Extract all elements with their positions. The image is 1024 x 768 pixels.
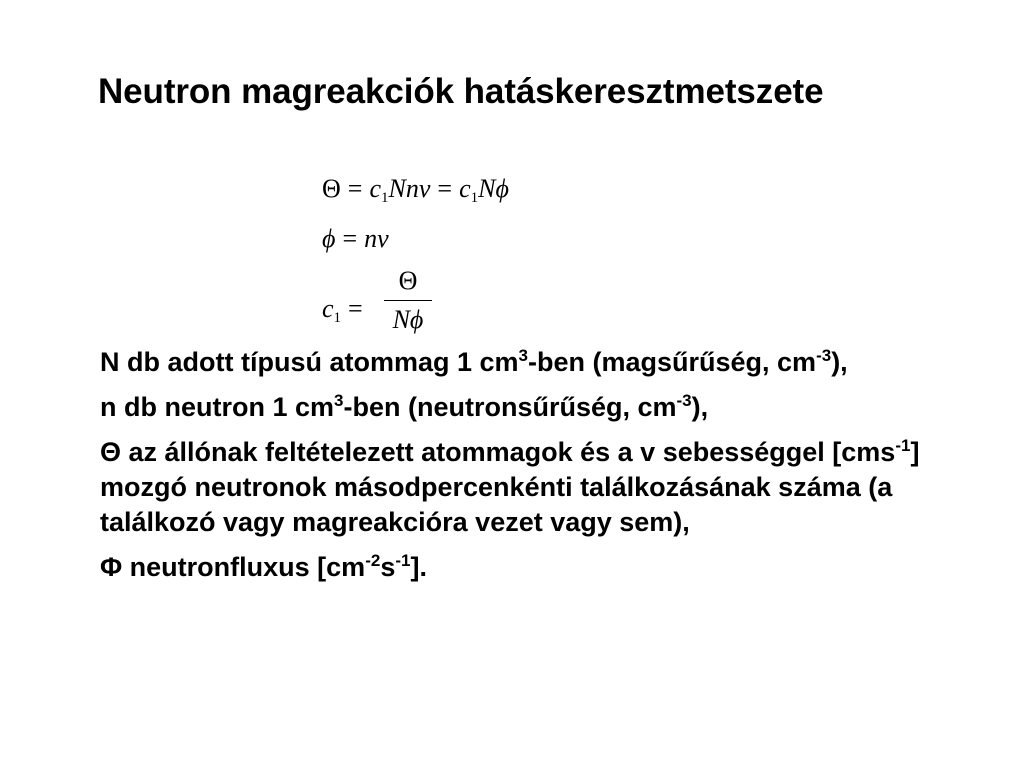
equals-sign: = (348, 294, 363, 323)
equals-sign: = (437, 174, 453, 203)
nphi-term: Nϕ (478, 174, 509, 203)
definition-nucleus-density (100, 345, 980, 380)
c-variable: c (322, 294, 334, 323)
slide-title: Neutron magreakciók hatáskeresztmetszete (98, 72, 824, 111)
formula-c1-fraction (384, 268, 432, 333)
c-subscript: 1 (470, 190, 479, 206)
theta-symbol: Θ (322, 174, 341, 203)
nv-term: nv (364, 224, 389, 253)
fraction-denominator: Nϕ (392, 305, 424, 334)
text: -ben (neutronsűrűség, cm (343, 392, 677, 422)
definitions-list (100, 345, 980, 595)
text: ), (831, 347, 848, 377)
definition-neutron-density (100, 390, 980, 425)
text: -ben (magsűrűség, cm (528, 347, 817, 377)
superscript: -1 (395, 551, 411, 570)
c-subscript: 1 (381, 190, 389, 206)
c-variable: c (369, 174, 381, 203)
superscript: 3 (334, 391, 344, 410)
fraction-bar (384, 300, 432, 301)
text: Φ neutronfluxus [cm (100, 552, 366, 582)
text: Θ az állónak feltételezett atommagok és a v sebességgel [cms (100, 437, 896, 467)
equals-sign: = (347, 174, 363, 203)
superscript: -3 (816, 346, 832, 365)
definition-flux (100, 550, 980, 585)
text: ), (691, 392, 709, 422)
text: ] mozgó neutronok másodpercenkénti találkozásának száma (a találkozó vagy magreakcióra vezet vagy sem), (100, 437, 920, 537)
c-subscript: 1 (333, 310, 342, 326)
superscript: -2 (365, 551, 381, 570)
phi-symbol: ϕ (322, 224, 336, 253)
text: ]. (410, 552, 427, 582)
text: s (380, 552, 396, 582)
formula-phi (322, 226, 389, 252)
text: n db neutron 1 cm (100, 392, 335, 422)
c-variable: c (459, 174, 471, 203)
superscript: 3 (518, 346, 528, 365)
superscript: -3 (676, 391, 692, 410)
equals-sign: = (342, 224, 358, 253)
nnv-term: Nnv (388, 174, 431, 203)
text: N db adott típusú atommag 1 cm (100, 347, 519, 377)
fraction-numerator: Θ (398, 266, 418, 295)
formula-c1-lhs (322, 296, 370, 326)
superscript: -1 (895, 436, 911, 455)
definition-theta (100, 435, 980, 540)
formula-theta (322, 176, 509, 206)
